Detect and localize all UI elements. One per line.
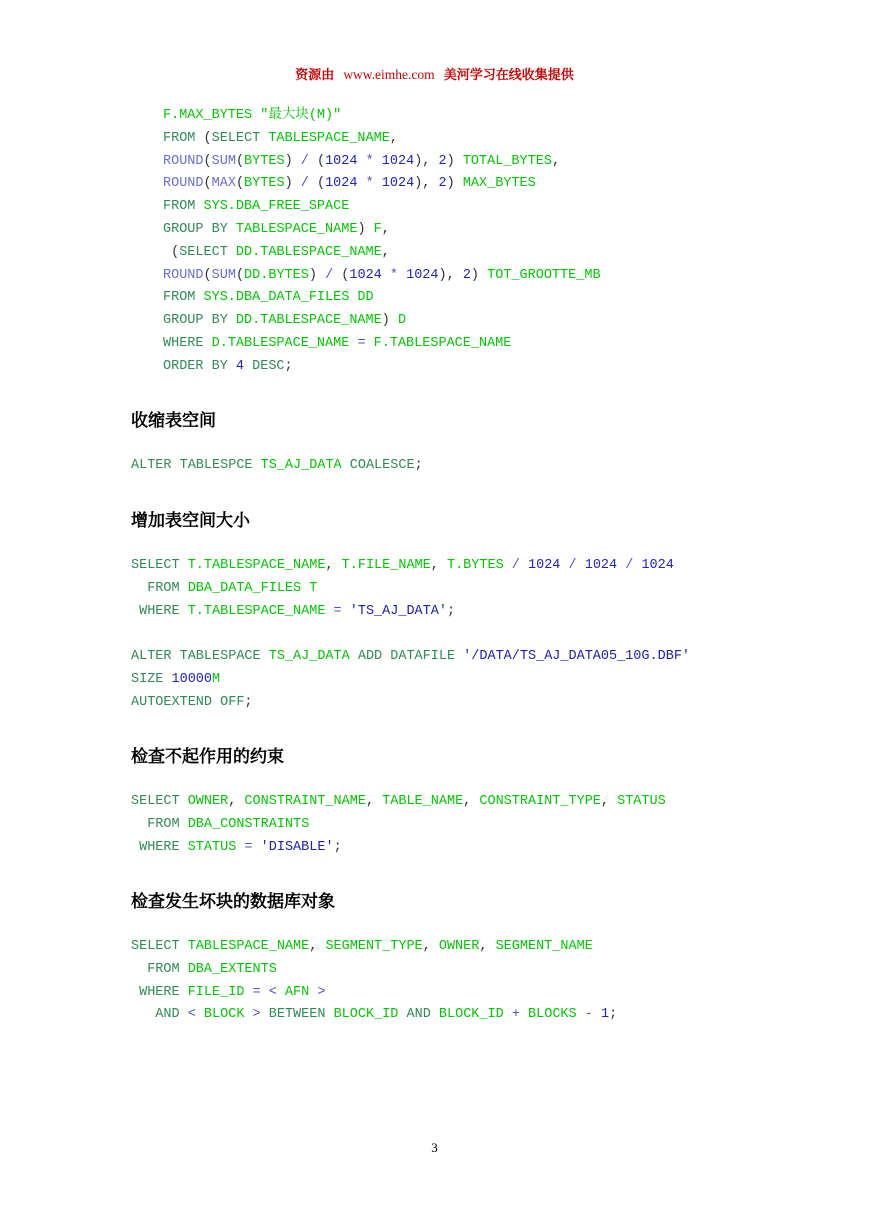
code-line <box>163 219 601 242</box>
code-token: ) <box>446 153 463 169</box>
heading-increase-tablespace: 增加表空间大小 <box>131 511 250 531</box>
code-token: BLOCK_ID <box>325 1007 399 1023</box>
code-token: SUM <box>211 267 236 283</box>
code-token: , <box>389 130 398 146</box>
code-token: > <box>244 1007 269 1023</box>
code-token: 1024 <box>325 153 358 169</box>
code-line <box>131 601 690 624</box>
code-token: / <box>503 558 528 573</box>
code-token: = <box>349 335 374 351</box>
code-token: > <box>309 984 326 1000</box>
code-token: SELECT <box>131 939 180 954</box>
code-token: T.FILE_NAME <box>341 558 431 573</box>
code-token: ; <box>284 358 293 374</box>
code-token: ) <box>381 313 398 329</box>
code-token: ( <box>195 130 212 146</box>
code-token: TS_AJ_DATA <box>252 458 342 473</box>
code-line <box>163 151 601 174</box>
code-token: , <box>309 939 326 954</box>
code-line <box>131 814 666 837</box>
code-token: 4 <box>227 358 245 374</box>
code-token: * <box>357 153 382 169</box>
code-token: = < <box>244 984 285 1000</box>
code-token: AND <box>131 1007 180 1023</box>
code-token: SYS.DBA_DATA_FILES DD <box>195 290 374 306</box>
code-token: ; <box>446 603 456 619</box>
code-token: SELECT <box>131 794 180 809</box>
code-token: ; <box>414 458 423 473</box>
code-block-extents <box>131 936 617 1027</box>
code-block-coalesce <box>131 455 423 478</box>
code-token: AND <box>398 1007 431 1023</box>
code-token: WHERE <box>131 839 180 855</box>
code-token: WHERE <box>131 603 180 619</box>
code-token: CONSTRAINT_TYPE <box>479 794 601 809</box>
code-token: 1 <box>600 1007 610 1023</box>
code-line <box>163 310 601 333</box>
page-header <box>0 64 869 83</box>
code-token: TABLESPACE_NAME <box>179 939 310 954</box>
code-line <box>163 356 601 379</box>
code-line <box>163 196 601 219</box>
code-token: SELECT <box>131 558 180 573</box>
code-token: 1024 <box>381 153 415 169</box>
code-token: TOT_GROOTTE_MB <box>487 267 601 283</box>
code-token: D <box>397 313 407 329</box>
code-line <box>163 173 601 196</box>
code-token: STATUS <box>179 839 237 855</box>
code-token: SYS.DBA_FREE_SPACE <box>195 199 350 215</box>
heading-shrink-tablespace: 收缩表空间 <box>131 411 216 431</box>
code-line <box>131 455 423 478</box>
code-token: STATUS <box>617 794 666 809</box>
code-token: ) <box>446 176 463 192</box>
code-token: , <box>381 221 390 237</box>
code-token: DD.TABLESPACE_NAME <box>227 313 382 329</box>
code-token: ( <box>203 267 212 283</box>
header-text-left: 资源由 <box>295 68 335 83</box>
code-token: ( <box>235 176 245 192</box>
code-token: ROUND <box>163 153 204 169</box>
code-token: 2 <box>462 267 471 283</box>
code-token: 'TS_AJ_DATA' <box>349 603 447 619</box>
heading-corrupt-blocks: 检查发生坏块的数据库对象 <box>131 892 335 912</box>
code-token: AFN <box>284 984 310 1000</box>
code-token: TABLE_NAME <box>382 794 464 809</box>
header-text-right: 美河学习在线收集提供 <box>443 68 574 83</box>
code-token: , <box>365 794 383 809</box>
code-token: ALTER TABLESPCE <box>131 458 253 473</box>
code-token: ; <box>609 1007 618 1023</box>
code-token: GROUP BY <box>163 313 228 329</box>
code-token: SELECT <box>211 130 261 146</box>
code-token: / <box>300 176 309 192</box>
code-token: , <box>381 244 390 260</box>
code-token: ( <box>203 176 212 192</box>
code-token: F <box>373 221 382 237</box>
code-line <box>131 982 617 1005</box>
code-token: DBA_DATA_FILES T <box>179 580 318 596</box>
code-token <box>131 626 139 641</box>
code-token: ( <box>235 267 245 283</box>
code-token: BETWEEN <box>268 1007 326 1023</box>
code-token: MAX <box>211 176 236 192</box>
code-token: , <box>228 794 245 809</box>
code-token: 1024 <box>641 558 674 573</box>
code-token: ( <box>203 153 212 169</box>
code-token: ; <box>244 694 253 710</box>
code-token: / <box>560 558 585 573</box>
code-token: F.TABLESPACE_NAME <box>373 335 512 351</box>
code-line <box>163 333 601 356</box>
code-token: , <box>430 558 447 573</box>
code-token: TOTAL_BYTES <box>462 153 552 169</box>
code-line <box>131 837 666 860</box>
code-token: FROM <box>131 961 180 977</box>
code-token: DESC <box>244 358 285 374</box>
code-token: FROM <box>131 816 180 832</box>
code-token: , <box>600 794 618 809</box>
code-token: , <box>325 558 342 573</box>
code-token: < <box>179 1007 204 1023</box>
code-token: 1024 <box>325 176 358 192</box>
code-token: SEGMENT_TYPE <box>325 939 423 954</box>
code-block-tablespace-query <box>163 105 601 379</box>
code-token: SELECT <box>179 244 228 260</box>
header-url: www.eimhe.com <box>343 67 435 82</box>
code-token: ) <box>357 221 374 237</box>
code-token: BYTES <box>244 176 285 192</box>
code-line <box>131 646 690 669</box>
code-token: BYTES <box>244 153 285 169</box>
code-token: ADD DATAFILE <box>349 649 456 665</box>
code-token: T.TABLESPACE_NAME <box>179 603 326 619</box>
code-token: ) <box>308 267 326 283</box>
code-token: + <box>503 1007 529 1023</box>
code-token: '/DATA/TS_AJ_DATA05_10G.DBF' <box>455 649 691 665</box>
heading-disabled-constraints: 检查不起作用的约束 <box>131 747 284 767</box>
code-token: , <box>422 939 439 954</box>
code-token: MAX_BYTES <box>462 176 536 192</box>
code-token: FROM <box>163 199 196 215</box>
code-line <box>131 669 690 692</box>
code-token: 2 <box>438 153 447 169</box>
code-token: OWNER <box>179 794 229 809</box>
code-token: SUM <box>211 153 236 169</box>
code-token: ROUND <box>163 267 204 283</box>
code-line <box>131 1004 617 1027</box>
code-token: = <box>325 603 350 619</box>
code-line <box>163 287 601 310</box>
code-token: 1024 <box>528 558 561 573</box>
code-token: / <box>617 558 642 573</box>
code-token: 1024 <box>584 558 618 573</box>
code-line <box>131 936 617 959</box>
code-token: * <box>357 176 382 192</box>
code-line <box>131 555 690 578</box>
code-token: ), <box>438 267 463 283</box>
code-line <box>163 105 601 128</box>
code-token: - <box>576 1007 601 1023</box>
code-token: 1024 <box>406 267 439 283</box>
code-token: ( <box>235 153 245 169</box>
code-token: SIZE <box>131 671 164 687</box>
code-token: ( <box>333 267 350 283</box>
code-line <box>163 265 601 288</box>
code-line <box>163 128 601 151</box>
code-token: 1024 <box>349 267 382 283</box>
code-token: BLOCK_ID <box>430 1007 504 1023</box>
code-token: ), <box>414 153 439 169</box>
code-token: ; <box>333 839 342 855</box>
code-token: ( <box>163 244 180 260</box>
code-token: GROUP BY <box>163 221 228 237</box>
code-token: , <box>463 794 480 809</box>
code-token: ) <box>284 176 301 192</box>
code-token: ORDER BY <box>163 358 228 374</box>
code-token: DBA_CONSTRAINTS <box>179 816 310 832</box>
code-token: ROUND <box>163 176 204 192</box>
code-token: FROM <box>131 580 180 596</box>
code-token: T.TABLESPACE_NAME <box>179 558 326 573</box>
code-line <box>131 791 666 814</box>
code-token: ( <box>308 153 326 169</box>
code-token: 10000 <box>163 671 213 687</box>
code-token: 'DISABLE' <box>260 839 334 855</box>
code-token: TABLESPACE_NAME <box>227 221 358 237</box>
code-token: D.TABLESPACE_NAME <box>203 335 350 351</box>
code-token: ) <box>284 153 301 169</box>
code-token: , <box>479 939 496 954</box>
code-token: 2 <box>438 176 447 192</box>
code-token: / <box>300 153 309 169</box>
code-token: WHERE <box>163 335 204 351</box>
code-token: BLOCK <box>203 1007 245 1023</box>
code-line <box>163 242 601 265</box>
code-token: BLOCKS <box>528 1007 577 1023</box>
code-token: T.BYTES <box>446 558 504 573</box>
code-line <box>131 623 690 646</box>
code-block-constraints <box>131 791 666 859</box>
code-token: FILE_ID <box>179 984 245 1000</box>
code-token: WHERE <box>131 984 180 1000</box>
code-token: DBA_EXTENTS <box>179 961 277 977</box>
code-token: ALTER TABLESPACE <box>131 649 261 665</box>
code-token: DD.BYTES <box>244 267 309 283</box>
code-token: = <box>236 839 261 855</box>
code-line <box>131 578 690 601</box>
code-token: DD.TABLESPACE_NAME <box>227 244 382 260</box>
code-token: M <box>212 671 221 687</box>
code-token: OWNER <box>438 939 480 954</box>
code-token: SEGMENT_NAME <box>495 939 593 954</box>
code-line <box>131 959 617 982</box>
code-token: FROM <box>163 130 196 146</box>
code-token: F.MAX_BYTES "最大块(M)" <box>163 108 342 123</box>
page-number: 3 <box>431 1140 438 1155</box>
code-token: TABLESPACE_NAME <box>260 130 390 146</box>
code-token: * <box>381 267 407 283</box>
code-line <box>131 692 690 715</box>
code-token: CONSTRAINT_NAME <box>244 794 366 809</box>
code-token: COALESCE <box>341 458 415 473</box>
code-token: 1024 <box>381 176 415 192</box>
code-token: FROM <box>163 290 196 306</box>
code-token: ), <box>414 176 439 192</box>
code-block-add-datafile <box>131 555 690 715</box>
code-token: , <box>551 153 561 169</box>
code-token: ( <box>308 176 326 192</box>
code-token: ) <box>470 267 488 283</box>
code-token: AUTOEXTEND OFF <box>131 694 245 710</box>
code-token: TS_AJ_DATA <box>260 649 350 665</box>
code-token: / <box>325 267 334 283</box>
